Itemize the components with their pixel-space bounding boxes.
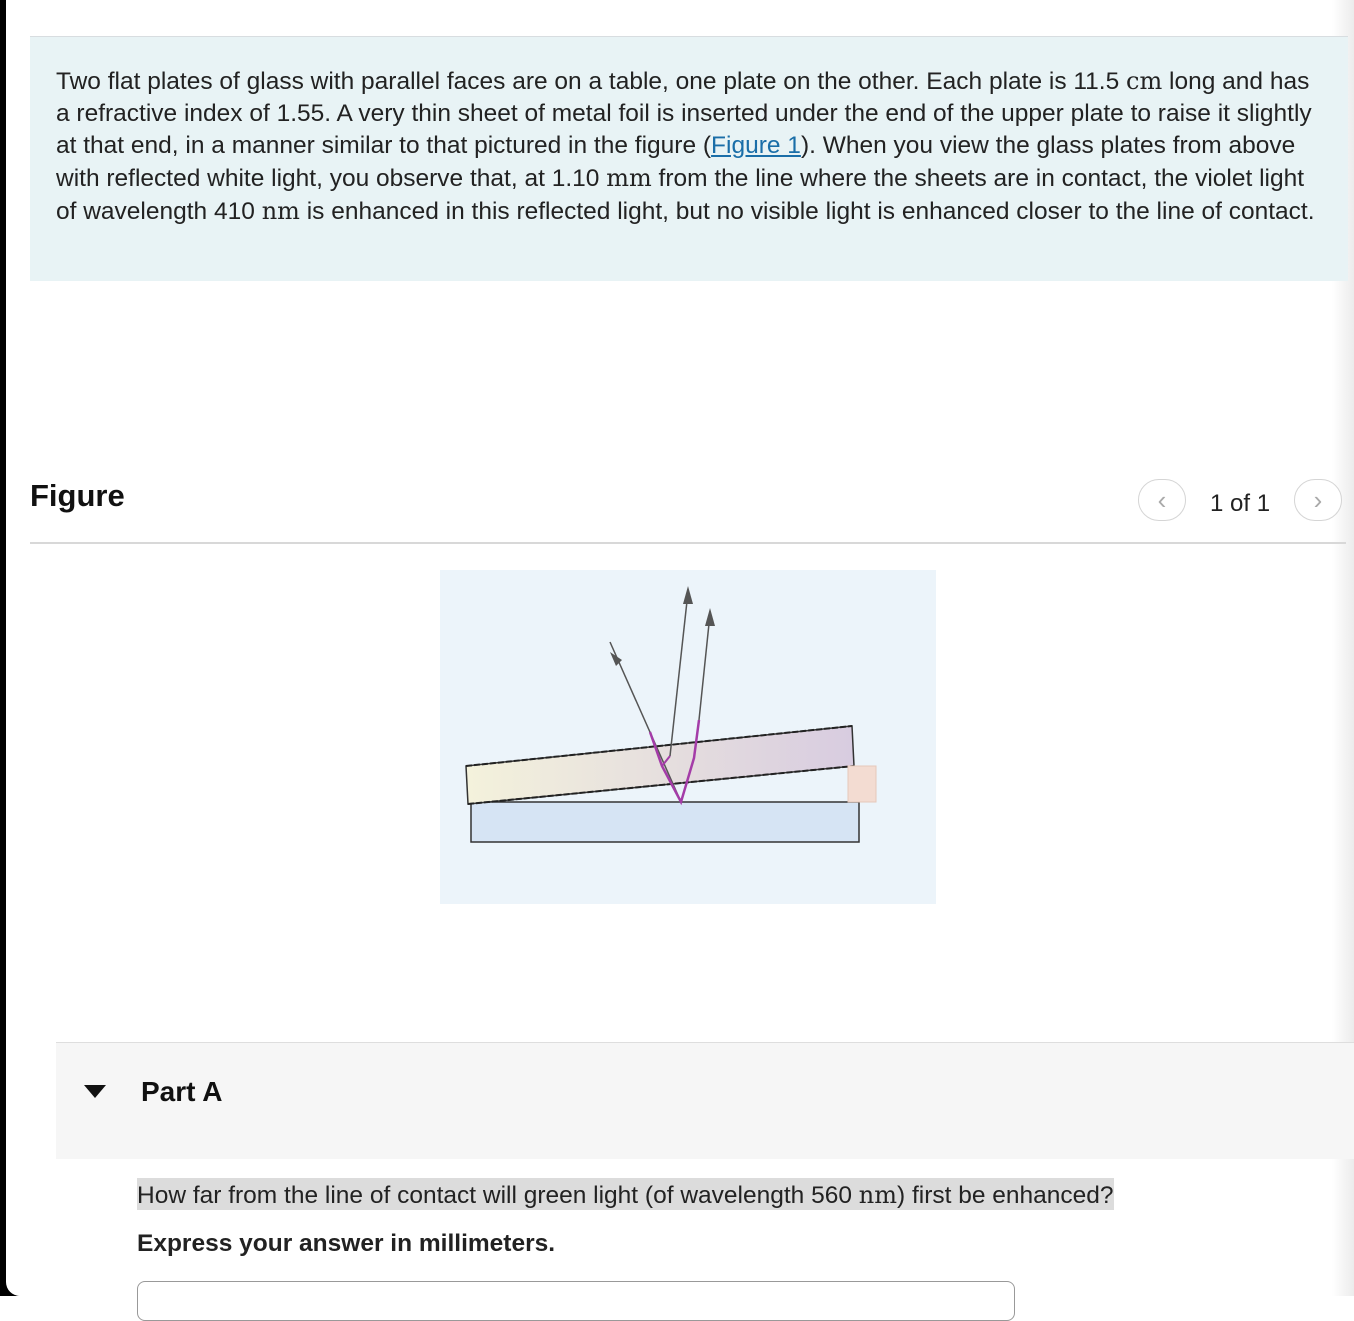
upper-glass-plate (466, 726, 854, 804)
figure-1-link[interactable]: Figure 1 (711, 132, 801, 159)
figure-divider (30, 542, 1346, 544)
problem-text: Two flat plates of glass with parallel faces are on a table, one plate on the other. Each plate is 11.5 cm long and has a refractive index of 1.55. A very thin sheet of metal foil is inserted under the end of the upper plate to raise it slightly at that end, in a manner similar to that pictured in the figure (Figure 1). When you view the glass plates from above with reflected white light, you observe that, at 1.10 mm from the line where the sheets are in contact, the violet light of wavelength 410 nm is enhanced in this reflected light, but no visible light is enhanced closer to the line of contact. (56, 67, 1315, 225)
next-figure-button[interactable] (1294, 479, 1342, 521)
chevron-left-icon: ‹ (1157, 485, 1167, 515)
part-a-question: How far from the line of contact will green light (of wavelength 560 nm) first be enhanced? (137, 1178, 1114, 1210)
figure-page-count: 1 of 1 (1210, 490, 1271, 517)
problem-intro (30, 37, 1348, 281)
chevron-right-icon: › (1313, 485, 1323, 515)
figure-pager (1138, 478, 1348, 524)
part-a-header[interactable] (56, 1042, 1354, 1159)
metal-foil (848, 766, 876, 802)
figure-image (440, 570, 936, 904)
answer-instruction: Express your answer in millimeters. (137, 1230, 556, 1257)
reflected-ray-2-arrowhead (705, 608, 715, 626)
bottom-glass-plate (471, 802, 859, 842)
part-a-title: Part A (141, 1076, 223, 1107)
glass-plates-diagram (440, 570, 936, 904)
previous-figure-button[interactable] (1138, 479, 1186, 521)
figure-heading: Figure (30, 478, 125, 513)
window-corner-round (6, 1262, 30, 1296)
reflected-ray-1-arrowhead (683, 586, 693, 604)
answer-input[interactable] (137, 1281, 1015, 1321)
reflected-ray-1 (670, 592, 688, 756)
caret-down-icon[interactable] (84, 1085, 106, 1098)
reflected-ray-2 (699, 614, 710, 720)
